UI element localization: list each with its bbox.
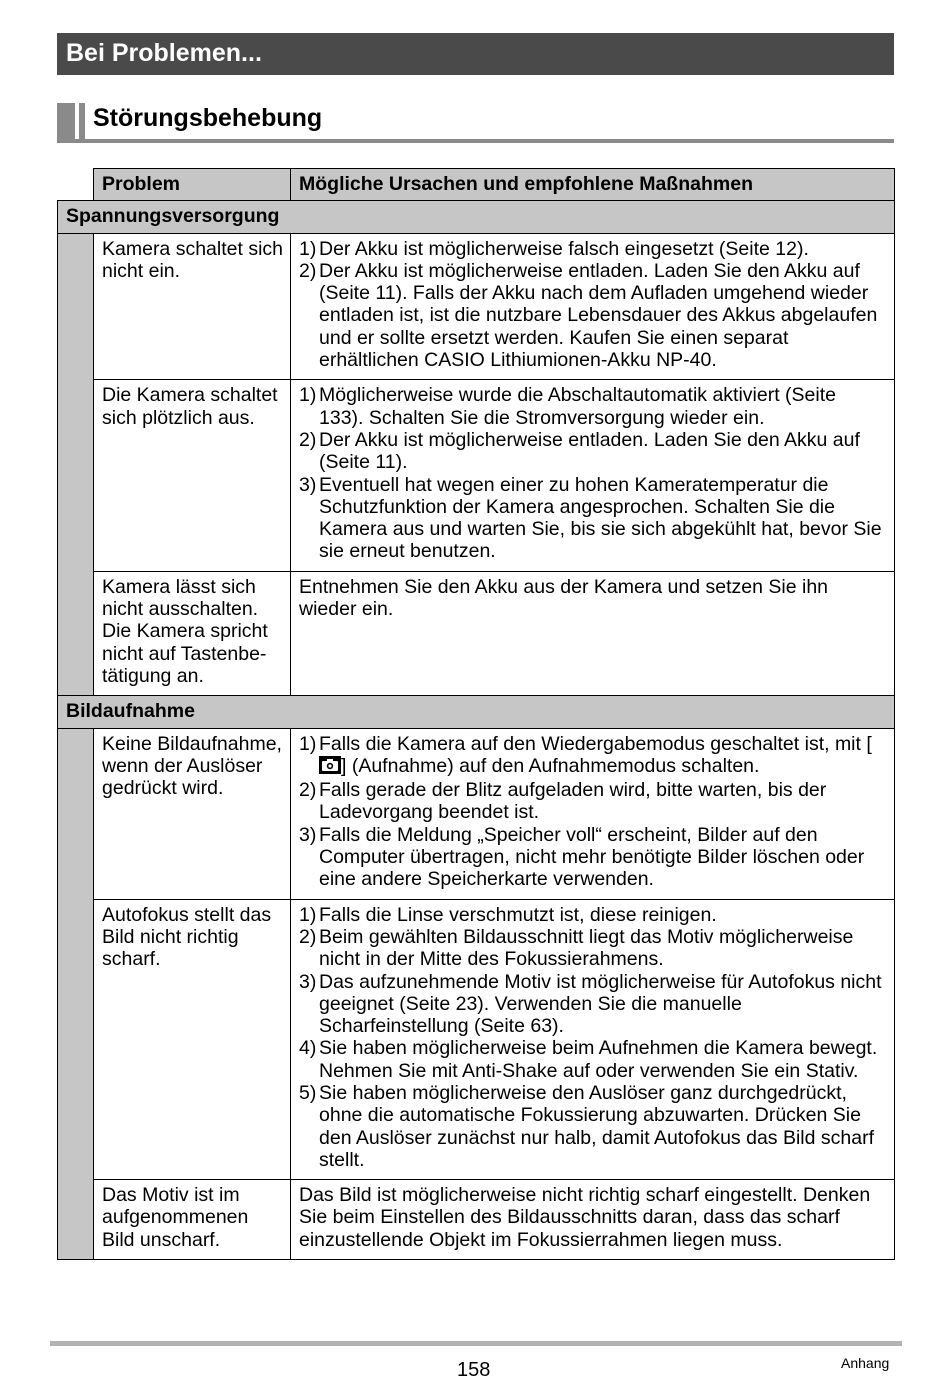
footer-section-label: Anhang: [841, 1355, 890, 1371]
solution-item: 1) Möglicherweise wurde die Abschaltautomatik aktiviert (Seite 133). Schalten Sie die Stromversorgung wieder ein.: [299, 384, 836, 429]
solution-item: 2) Falls gerade der Blitz aufgeladen wird, bitte warten, bis der Ladevorgang beendet ist.: [299, 779, 827, 824]
section-marker: [57, 103, 75, 143]
section-header: [57, 101, 894, 144]
section-title: Störungsbehebung: [93, 104, 323, 132]
problem-cell: Die Kamera schaltet sich plötzlich aus.: [94, 380, 291, 571]
table-row: [58, 1180, 895, 1260]
solution-item: 3) Das aufzunehmende Motiv ist möglicherweise für Autofokus nicht geeignet (Seite 23). Verwenden Sie die manuelle Scharfeinstellung (Seite 63).: [299, 970, 882, 1038]
header-solution: Mögliche Ursachen und empfohlene Maßnahmen: [291, 169, 895, 201]
section-underline: [57, 139, 894, 143]
category-sidebar: [58, 728, 94, 1260]
header-spacer: [58, 169, 94, 201]
table-row: [58, 728, 895, 899]
solution-cell: [291, 380, 895, 571]
solution-cell: [291, 728, 895, 899]
solution-cell: [291, 899, 895, 1180]
problem-cell: Autofokus stellt das Bild nicht richtig scharf.: [94, 899, 291, 1180]
solution-item: 3) Eventuell hat wegen einer zu hohen Kameratemperatur die Schutzfunktion der Kamera angesprochen. Schalten Sie die Kamera aus und warten Sie, bis sie sich abgekühlt hat, bevor Sie sie erneut benutzen.: [299, 473, 882, 563]
solution-item: 1) Falls die Linse verschmutzt ist, diese reinigen.: [299, 903, 717, 926]
problem-cell: Kamera schaltet sich nicht ein.: [94, 233, 291, 380]
table-row: [58, 571, 895, 695]
solution-cell: [291, 233, 895, 380]
solution-cell: Entnehmen Sie den Akku aus der Kamera und setzen Sie ihn wieder ein.: [291, 571, 895, 695]
solution-item: 1) Der Akku ist möglicherweise falsch eingesetzt (Seite 12).: [299, 237, 809, 260]
problem-cell: Das Motiv ist im aufgenommenen Bild unscharf.: [94, 1180, 291, 1260]
table-header-row: [58, 169, 895, 201]
category-row: [58, 201, 895, 233]
category-label: Spannungsversorgung: [58, 201, 895, 233]
table-row: [58, 380, 895, 571]
table-row: [58, 899, 895, 1180]
solution-item: 1) Falls die Kamera auf den Wiedergabemodus geschaltet ist, mit [] (Aufnahme) auf den Aufnahmemodus schalten.: [299, 733, 884, 780]
chapter-header: [57, 33, 894, 75]
header-problem: Problem: [94, 169, 291, 201]
problem-cell: Keine Bildaufnahme, wenn der Auslöser gedrückt wird.: [94, 728, 291, 899]
solution-cell: Das Bild ist möglicherweise nicht richtig scharf eingestellt. Denken Sie beim Einstellen des Bildausschnitts daran, dass das scharf einzustellende Objekt im Fokussierrahmen liegen muss.: [291, 1180, 895, 1260]
category-row: [58, 696, 895, 728]
category-label: Bildaufnahme: [58, 696, 895, 728]
troubleshooting-table: [57, 168, 895, 1260]
footer-rule: [50, 1341, 902, 1346]
section-marker-thin: [79, 103, 85, 143]
solution-item: 5) Sie haben möglicherweise den Auslöser ganz durchgedrückt, ohne die automatische Fokussierung abzuwarten. Drücken Sie den Auslöser zunächst nur halb, damit Autofokus das Bild scharf stellt.: [299, 1081, 874, 1171]
camera-icon: [319, 756, 341, 779]
chapter-title: Bei Problemen...: [66, 39, 262, 67]
problem-cell: Kamera lässt sich nicht ausschalten. Die Kamera spricht nicht auf Tastenbe-tätigung an.: [94, 571, 291, 695]
solution-item: 2) Der Akku ist möglicherweise entladen. Laden Sie den Akku auf (Seite 11). Falls der Akku nach dem Aufladen umgehend wieder entladen ist, ist die nutzbare Lebensdauer des Akkus abgelaufen und er sollte ersetzt werden. Kaufen Sie einen separat erhältlichen CASIO Lithiumionen-Akku NP-40.: [299, 259, 878, 372]
category-sidebar: [58, 233, 94, 696]
table-row: [58, 233, 895, 380]
solution-item: 2) Beim gewählten Bildausschnitt liegt das Motiv möglicherweise nicht in der Mitte des Fokussierahmens.: [299, 925, 854, 971]
solution-item: 3) Falls die Meldung „Speicher voll“ erscheint, Bilder auf den Computer übertragen, nicht mehr benötigte Bilder löschen oder eine andere Speicherkarte verwenden.: [299, 823, 865, 891]
page-number: 158: [457, 1359, 491, 1381]
solution-item: 2) Der Akku ist möglicherweise entladen. Laden Sie den Akku auf (Seite 11).: [299, 428, 860, 474]
solution-item: 4) Sie haben möglicherweise beim Aufnehmen die Kamera bewegt. Nehmen Sie mit Anti-Shake auf oder verwenden Sie ein Stativ.: [299, 1037, 878, 1082]
